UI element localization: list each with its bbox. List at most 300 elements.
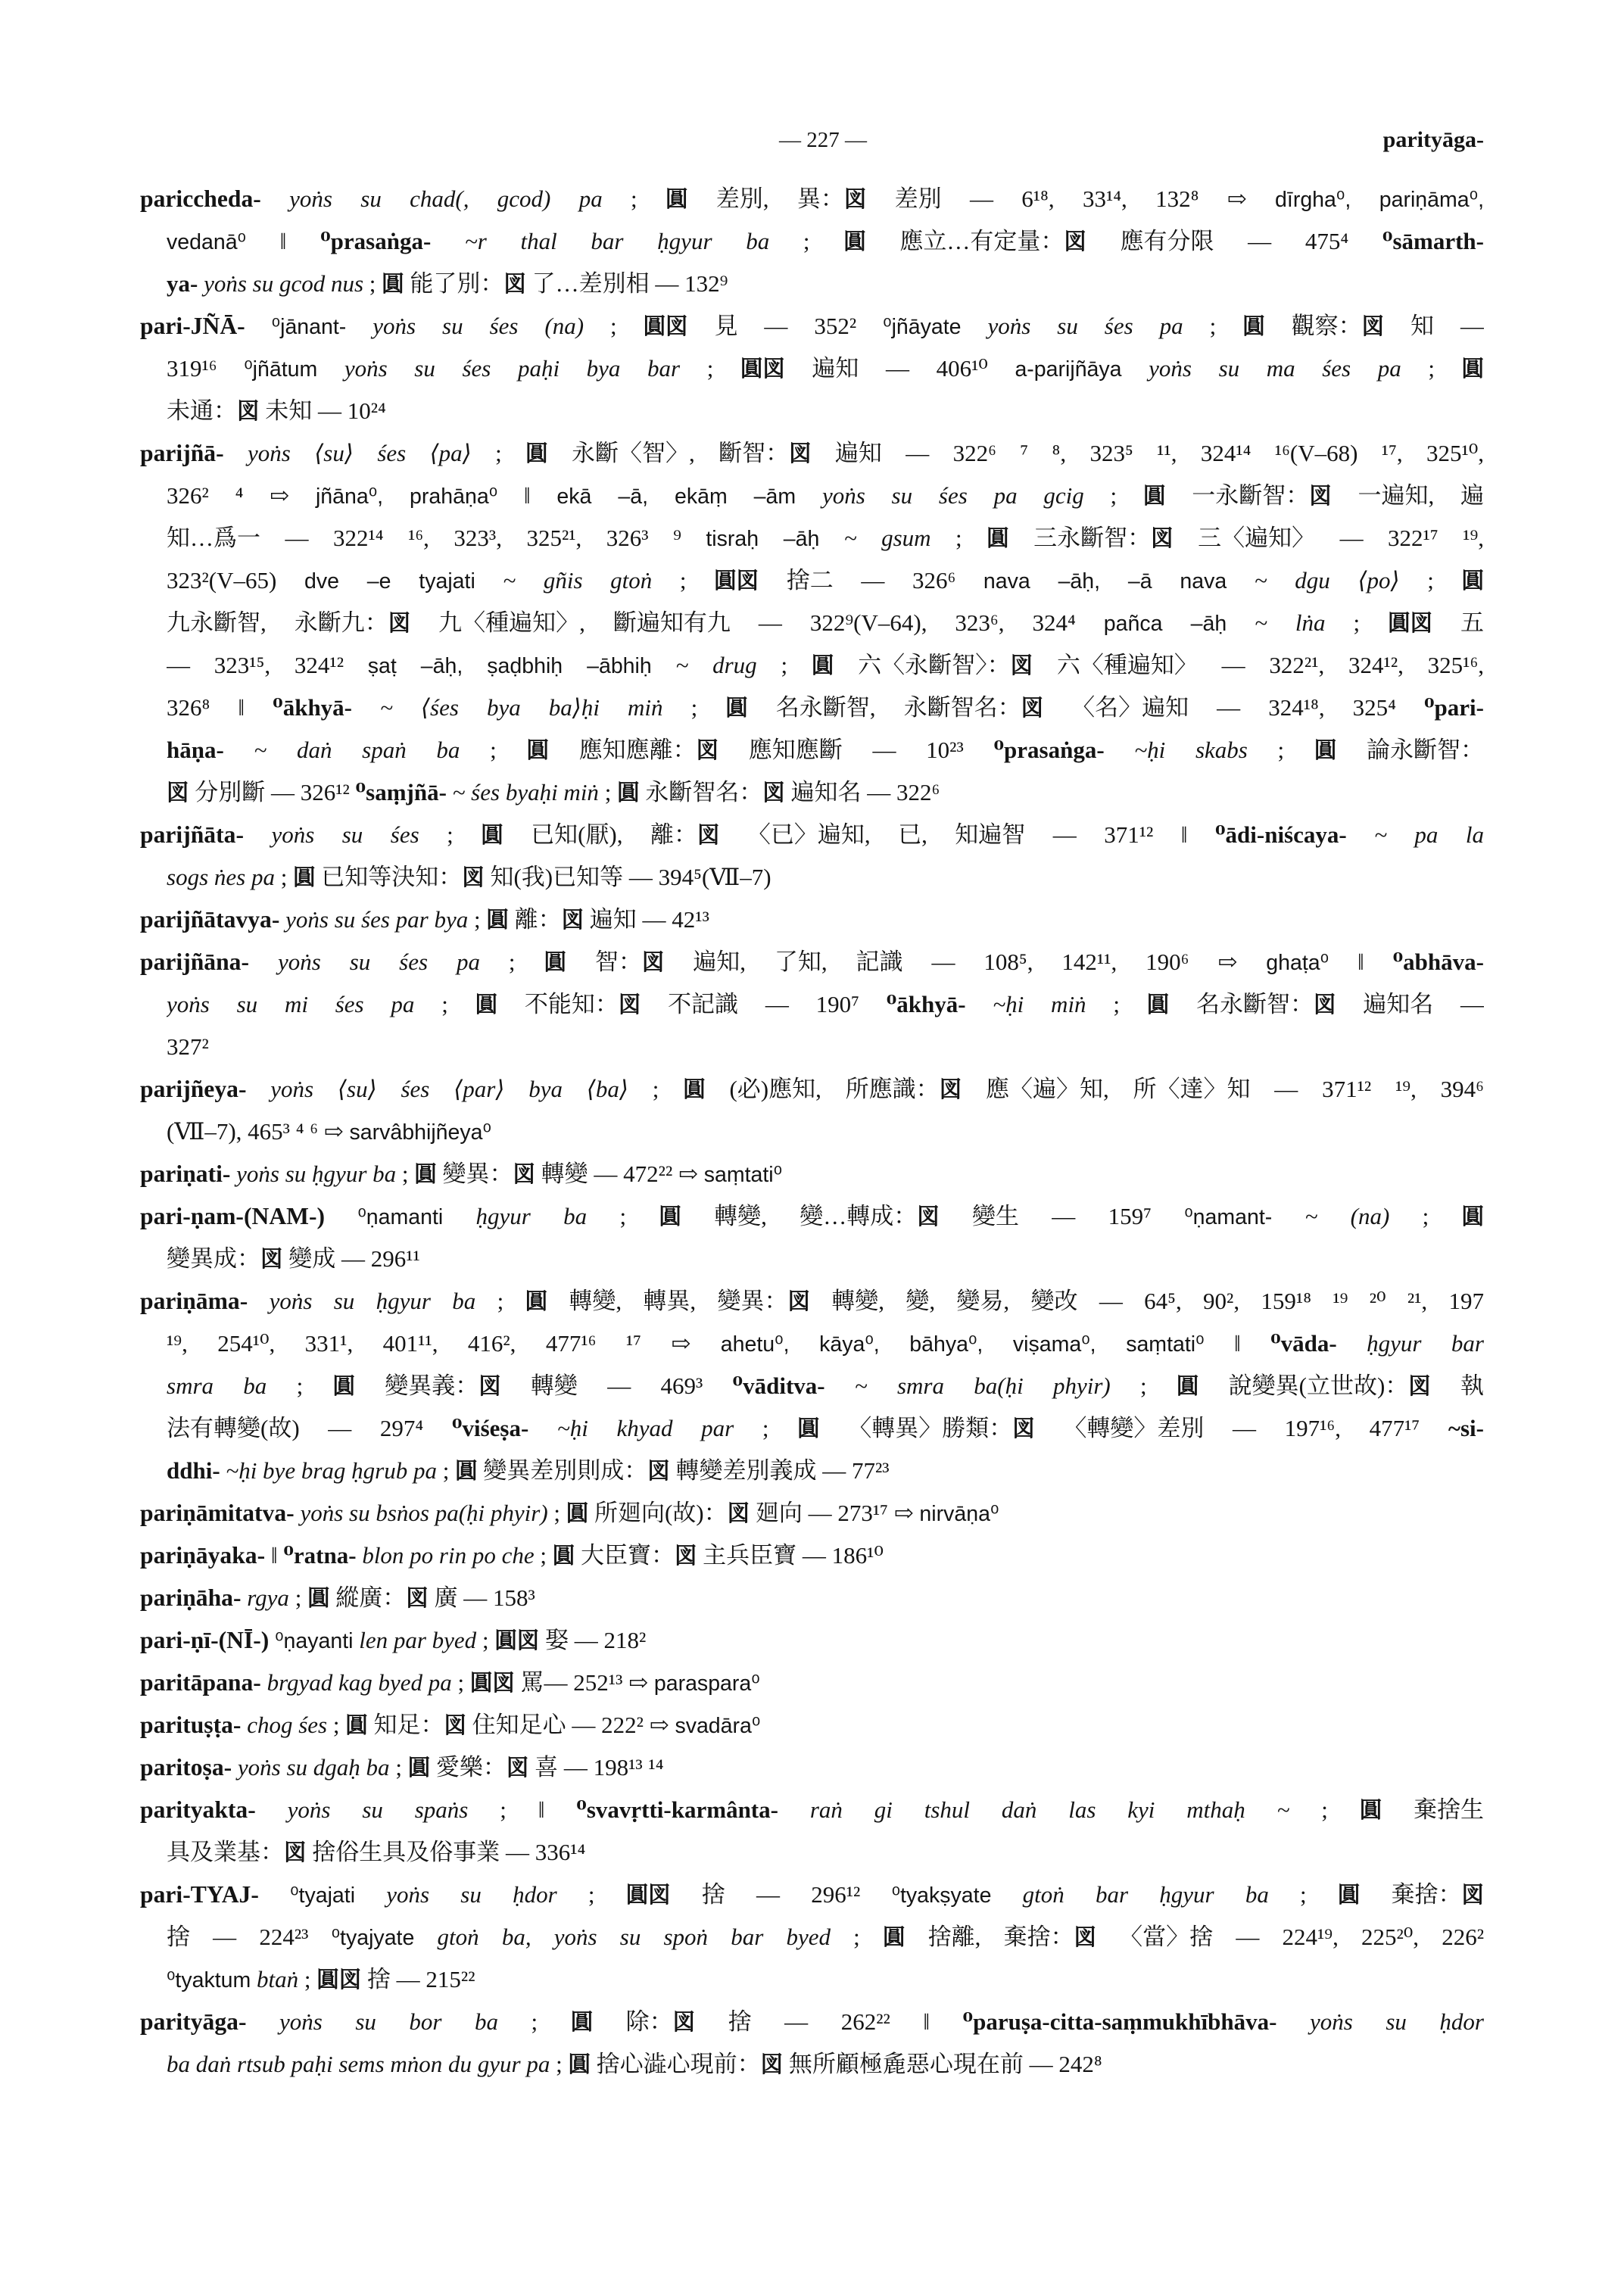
page-number: — 227 —	[779, 128, 867, 152]
entry-text: 主兵臣寶 — 186¹⁰	[697, 1542, 884, 1569]
tibetan-equivalent: yoṅs su gcod nus	[204, 270, 364, 297]
headword: parijñā-	[140, 440, 224, 466]
tibetan-equivalent: ~ śes byaḥi miṅ	[452, 779, 599, 805]
entry-line-text	[140, 1789, 1484, 1831]
bold-sublemma: ⁰ākhyā-	[886, 991, 966, 1017]
dictionary-entry	[140, 1534, 1484, 1577]
entry-text: 不記識 — 190⁷	[641, 991, 887, 1017]
translation-marker: 図	[167, 781, 189, 805]
entry-text: 變異成：	[167, 1245, 260, 1272]
entry-list	[140, 178, 1484, 2086]
entry-line-text	[167, 856, 771, 899]
sanskrit-form: tisraḥ –āḥ	[706, 527, 820, 551]
entry-line-text	[140, 1280, 1484, 1323]
translation-marker: 図	[1012, 1417, 1035, 1441]
entry-line	[140, 1704, 1484, 1746]
entry-text	[244, 821, 271, 848]
tibetan-equivalent: yoṅs su śes paḥi bya bar	[344, 355, 681, 382]
dictionary-entry	[140, 941, 1484, 1068]
translation-marker: 圓	[1146, 993, 1170, 1017]
entry-text: 所廻向(故)：	[588, 1500, 728, 1526]
entry-text: 永斷〈智〉, 斷智：	[547, 440, 790, 466]
entry-text: 〈名〉遍知 — 324¹⁸, 325⁴	[1043, 694, 1424, 721]
entry-text: 九〈種遍知〉, 斷遍知有九 — 322⁹(V–64), 323⁶, 324⁴	[410, 609, 1104, 636]
translation-marker: 圓	[665, 188, 688, 212]
entry-line	[167, 220, 1484, 263]
entry-line-text	[167, 729, 1484, 771]
tibetan-equivalent: yoṅs su ḥdor	[1309, 2008, 1484, 2035]
translation-marker: 圓	[486, 908, 509, 933]
entry-text: 遍知 — 406¹⁰	[784, 355, 1015, 382]
entry-text: 捨心澁心現前：	[590, 2051, 761, 2077]
tibetan-equivalent: yoṅs su ḥgyur ba	[236, 1161, 397, 1187]
entry-text: ;	[471, 440, 526, 466]
entry-text: 轉變, 變, 變易, 變改 — 64⁵, 90², 159¹⁸ ¹⁹ ²⁰ ²¹, 197	[809, 1288, 1484, 1314]
tibetan-equivalent: yoṅs su ma śes pa	[1149, 355, 1401, 382]
sanskrit-form: ghaṭa⁰	[1266, 951, 1329, 975]
dictionary-entry	[140, 1195, 1484, 1280]
translation-marker: 圓	[570, 2011, 594, 2035]
entry-text: 了…差別相 — 132⁹	[525, 270, 728, 297]
entry-text: 應知應離：	[548, 737, 697, 763]
headword: pariṇāha-	[140, 1584, 242, 1611]
entry-line	[167, 1450, 1484, 1492]
entry-text: 九永斷智, 永斷九：	[167, 609, 388, 636]
translation-marker: 圓	[566, 1502, 589, 1526]
translation-marker: 図	[1151, 527, 1174, 551]
tibetan-equivalent: yoṅs su chad(, gcod) pa	[289, 185, 603, 212]
translation-marker: 圓図	[494, 1629, 540, 1653]
entry-text	[259, 1881, 290, 1908]
entry-text: 326⁸ ‖	[167, 694, 273, 721]
translation-marker: 図	[260, 1248, 283, 1272]
entry-text: 轉變, 轉異, 變異：	[547, 1288, 788, 1314]
bold-sublemma: ⁰vāditva-	[732, 1372, 825, 1399]
sanskrit-form: jñāna⁰, prahāṇa⁰	[315, 484, 498, 509]
translation-marker: 圓	[345, 1714, 368, 1738]
entry-text: ;	[598, 779, 618, 805]
entry-line-text	[167, 687, 1484, 729]
entry-line	[167, 1958, 1484, 2001]
sanskrit-form: dve –e tyajati	[304, 569, 475, 594]
entry-text: 變異差別則成：	[477, 1457, 648, 1484]
bold-sublemma: ⁰viśeṣa-	[451, 1415, 529, 1441]
entry-text	[1122, 355, 1149, 382]
entry-text: 捨二 — 326⁶	[759, 567, 983, 594]
entry-text: 變異義：	[354, 1372, 479, 1399]
entry-text: 轉變 — 469³	[500, 1372, 733, 1399]
entry-line-text	[140, 1153, 782, 1195]
entry-text: 變生 — 159⁷	[939, 1203, 1185, 1229]
entry-text: ;	[363, 270, 382, 297]
entry-line-text	[167, 1111, 491, 1153]
tibetan-equivalent: ~ḥi skabs	[1134, 737, 1248, 763]
entry-line	[140, 1874, 1484, 1916]
tibetan-equivalent: yoṅs su ḥdor	[386, 1881, 557, 1908]
bold-sublemma: ⁰paruṣa-citta-saṃmukhībhāva-	[962, 2008, 1277, 2035]
entry-text: ;	[476, 1627, 495, 1653]
entry-line-text	[140, 899, 709, 941]
tibetan-equivalent: ~ḥi miṅ	[993, 991, 1086, 1017]
sanskrit-form: ⁰jānant-	[271, 315, 347, 339]
entry-text: 縱廣：	[329, 1584, 407, 1611]
entry-text: 捨 — 224²³	[167, 1924, 332, 1950]
entry-line-text	[140, 1195, 1484, 1238]
translation-marker: 圓	[568, 2053, 591, 2077]
entry-text: ;	[298, 1966, 317, 1992]
entry-line-text	[167, 1365, 1484, 1407]
entry-text: 離：	[508, 906, 562, 933]
entry-text: ;	[680, 355, 740, 382]
sanskrit-form: vedanā⁰	[167, 230, 246, 254]
translation-marker: 図	[789, 442, 812, 466]
dictionary-entry	[140, 432, 1484, 814]
entry-text	[1276, 2008, 1310, 2035]
entry-text: ;	[1083, 482, 1143, 509]
translation-marker: 圓	[1242, 315, 1265, 339]
entry-text: ;	[414, 991, 475, 1017]
translation-marker: 圓図	[625, 1883, 671, 1908]
entry-text: 〈轉變〉差別 — 197¹⁶, 477¹⁷	[1034, 1415, 1448, 1441]
tibetan-equivalent: sogs ṅes pa	[167, 864, 275, 890]
bold-sublemma: ddhi-	[167, 1457, 220, 1484]
entry-text: 廣 — 158³	[428, 1584, 535, 1611]
entry-text	[796, 482, 822, 509]
bold-sublemma: ⁰saṃjñā-	[355, 779, 447, 805]
entry-text	[431, 228, 465, 254]
entry-line	[140, 1492, 1484, 1534]
entry-text: 無所顧極麁惡心現在前 — 242⁸	[783, 2051, 1102, 2077]
translation-marker: 図	[674, 1544, 697, 1569]
entry-text	[224, 440, 248, 466]
entry-text	[1272, 1203, 1304, 1229]
translation-marker: 図	[672, 2011, 696, 2035]
headword: pari-JÑĀ-	[140, 313, 245, 339]
entry-line	[140, 1746, 1484, 1789]
entry-text: 遍知, 了知, 記識 — 108⁵, 142¹¹, 190⁶ ⇨	[664, 949, 1267, 975]
sanskrit-form: ⁰ṇayanti	[275, 1629, 354, 1653]
sanskrit-form: ⁰ṇamanti	[357, 1205, 444, 1229]
sanskrit-form: ⁰ṇamant-	[1184, 1205, 1273, 1229]
translation-marker: 図	[513, 1163, 535, 1187]
entry-text: 說變異(立世故)：	[1199, 1372, 1409, 1399]
entry-text: 323²(V–65)	[167, 567, 304, 594]
entry-line	[167, 1323, 1484, 1365]
translation-marker: 図	[1064, 230, 1086, 254]
tibetan-equivalent: blon po rin po che	[362, 1542, 535, 1569]
entry-text: 知足：	[367, 1712, 444, 1738]
tibetan-equivalent: yoṅs su śes pa	[277, 949, 480, 975]
entry-line-text	[140, 178, 1484, 220]
entry-text: 捨離, 棄捨：	[905, 1924, 1074, 1950]
translation-marker: 図	[762, 781, 785, 805]
entry-line	[167, 602, 1484, 644]
entry-text: 差別, 異：	[687, 185, 844, 212]
entry-line-text	[140, 1068, 1484, 1111]
entry-text: 遍知 — 42¹³	[584, 906, 709, 933]
entry-text	[317, 355, 344, 382]
translation-marker: 圓図	[316, 1968, 362, 1992]
entry-text: — 323¹⁵, 324¹²	[167, 652, 368, 678]
dictionary-entry	[140, 1492, 1484, 1534]
entry-text: ;	[756, 652, 812, 678]
translation-marker: 圓	[525, 1290, 548, 1314]
entry-line	[167, 475, 1484, 517]
entry-text: 住知足心 — 222² ⇨	[466, 1712, 675, 1738]
translation-marker: 圓	[1176, 1375, 1199, 1399]
entry-line	[140, 1280, 1484, 1323]
entry-line-text	[167, 1450, 890, 1492]
tibetan-equivalent: yoṅs su śes par bya	[285, 906, 469, 933]
entry-text: ;	[652, 567, 715, 594]
entry-line-text	[167, 390, 386, 432]
headword: paritāpana-	[140, 1669, 261, 1696]
entry-line-text	[167, 1238, 420, 1280]
translation-marker: 図	[939, 1078, 962, 1102]
entry-line	[167, 559, 1484, 602]
entry-text	[447, 779, 453, 805]
entry-line-text	[167, 2043, 1102, 2086]
entry-line-text	[140, 1874, 1484, 1916]
tibetan-equivalent: yoṅs su bsṅos pa(ḥi phyir)	[300, 1500, 548, 1526]
entry-line	[140, 941, 1484, 983]
entry-text: 智：	[566, 949, 642, 975]
entry-text	[245, 313, 272, 339]
entry-text	[325, 1203, 357, 1229]
entry-text	[198, 270, 204, 297]
entry-line-text	[167, 1831, 585, 1874]
dictionary-entry	[140, 899, 1484, 941]
entry-text: 應〈遍〉知, 所〈達〉知 — 371¹² ¹⁹, 394⁶	[962, 1076, 1484, 1102]
translation-marker: 図	[1010, 654, 1033, 678]
entry-text: 三永斷智：	[1008, 525, 1152, 551]
entry-text	[1105, 737, 1135, 763]
entry-text: ;	[1401, 355, 1462, 382]
entry-text: 喜 — 198¹³ ¹⁴	[528, 1754, 664, 1781]
entry-line-text	[167, 1916, 1484, 1958]
translation-marker: 図	[843, 188, 867, 212]
bold-sublemma: ⁰prasaṅga-	[320, 228, 432, 254]
entry-text: ‖	[265, 1542, 284, 1569]
entry-text: 未通：	[167, 397, 237, 424]
translation-marker: 圓	[307, 1587, 330, 1611]
translation-marker: 図	[917, 1205, 940, 1229]
entry-text: ;	[389, 1754, 408, 1781]
translation-marker: 図	[503, 273, 526, 297]
translation-marker: 図	[462, 866, 485, 890]
entry-line	[167, 1916, 1484, 1958]
headword: parijñāna-	[140, 949, 250, 975]
translation-marker: 圓	[414, 1163, 437, 1187]
translation-marker: 図	[1074, 1926, 1096, 1950]
entry-text: 見 — 352²	[687, 313, 884, 339]
tibetan-equivalent: btaṅ	[257, 1966, 299, 1992]
entry-line	[167, 687, 1484, 729]
entry-text: ;	[534, 1542, 553, 1569]
entry-text: 〈轉異〉勝類：	[819, 1415, 1013, 1441]
entry-line	[167, 771, 1484, 814]
translation-marker: 図	[641, 951, 665, 975]
entry-line-text	[167, 475, 1484, 517]
entry-text: 未知 — 10²⁴	[259, 397, 386, 424]
entry-line-text	[167, 602, 1484, 644]
entry-line-text	[140, 1662, 760, 1704]
translation-marker: 圓	[1461, 357, 1484, 382]
entry-text: 廻向 — 273¹⁷ ⇨	[750, 1500, 920, 1526]
entry-line	[140, 814, 1484, 856]
sanskrit-form: svadāra⁰	[675, 1714, 761, 1738]
entry-text: 三〈遍知〉 — 322¹⁷ ¹⁹,	[1173, 525, 1484, 551]
entry-text: 名永斷智：	[1169, 991, 1314, 1017]
entry-line-text	[167, 1958, 475, 2001]
entry-text: ;	[396, 1161, 415, 1187]
entry-text: 棄捨：	[1360, 1881, 1462, 1908]
tibetan-equivalent: yoṅs su śes pa	[987, 313, 1183, 339]
tibetan-equivalent: yoṅs ⟨su⟩ śes ⟨pa⟩	[248, 440, 472, 466]
translation-marker: 圓	[382, 273, 404, 297]
bold-sublemma: ⁰vāda-	[1270, 1330, 1337, 1357]
tibetan-equivalent: smra ba	[167, 1372, 267, 1399]
entry-text	[232, 1754, 238, 1781]
entry-line-text	[167, 263, 728, 305]
entry-text	[256, 1796, 288, 1823]
entry-text	[1337, 1330, 1367, 1357]
tibetan-equivalent: ~ drug	[675, 652, 757, 678]
entry-text: ;	[602, 185, 665, 212]
entry-line	[167, 856, 1484, 899]
translation-marker: 圓	[525, 442, 548, 466]
entry-text: ;	[1183, 313, 1243, 339]
entry-text: 法有轉變(故) — 297⁴	[167, 1415, 452, 1441]
entry-text	[966, 991, 993, 1017]
sanskrit-form: ⁰tyajati	[290, 1883, 356, 1908]
headword: pariṇāmitatva-	[140, 1500, 295, 1526]
entry-text: 名永斷智, 永斷智名：	[747, 694, 1021, 721]
translation-marker: 図	[388, 612, 411, 636]
entry-line	[167, 390, 1484, 432]
translation-marker: 圓	[552, 1544, 575, 1569]
entry-text: 〈已〉遍知, 已, 知遍智 — 371¹² ‖	[719, 821, 1215, 848]
entry-text: 娶 — 218²	[539, 1627, 647, 1653]
entry-text: 不能知：	[497, 991, 619, 1017]
sanskrit-form: paraspara⁰	[653, 1671, 760, 1696]
headword: paritoṣa-	[140, 1754, 232, 1781]
entry-text	[230, 1161, 236, 1187]
tibetan-equivalent: yoṅs su śes	[271, 821, 419, 848]
entry-line-text	[167, 559, 1484, 602]
entry-text: 觀察：	[1264, 313, 1362, 339]
dictionary-entry	[140, 1280, 1484, 1492]
translation-marker: 圓	[987, 527, 1009, 551]
entry-line-text	[167, 517, 1484, 559]
entry-line	[140, 1534, 1484, 1577]
entry-line-text	[167, 220, 1484, 263]
translation-marker: 圓図	[740, 357, 785, 382]
dictionary-entry	[140, 1068, 1484, 1153]
entry-text: ;	[436, 1457, 456, 1484]
bold-sublemma: hāṇa-	[167, 737, 224, 763]
headword: parituṣṭa-	[140, 1712, 242, 1738]
entry-text	[352, 694, 380, 721]
entry-text: 轉變差別義成 — 77²³	[669, 1457, 890, 1484]
entry-text	[1227, 609, 1255, 636]
entry-text: 應知應斷 — 10²³	[718, 737, 994, 763]
tibetan-equivalent: ~ dgu ⟨po⟩	[1254, 567, 1400, 594]
entry-text: 六〈種遍知〉 — 322²¹, 324¹², 325¹⁶,	[1033, 652, 1484, 678]
entry-text	[251, 1966, 257, 1992]
entry-text: 執	[1430, 1372, 1484, 1399]
entry-text: ;	[1086, 991, 1147, 1017]
entry-text: 捨 — 296¹²	[670, 1881, 892, 1908]
tibetan-equivalent: gtoṅ ba, yoṅs su spoṅ bar byed	[437, 1924, 831, 1950]
translation-marker: 図	[561, 908, 584, 933]
tibetan-equivalent: gtoṅ bar ḥgyur ba	[1022, 1881, 1269, 1908]
entry-text: ;	[451, 1669, 470, 1696]
entry-line	[167, 983, 1484, 1026]
entry-text: 罵— 252¹³ ⇨	[514, 1669, 654, 1696]
dictionary-entry	[140, 1619, 1484, 1662]
entry-line-text	[167, 347, 1484, 390]
translation-marker: 圓	[843, 230, 866, 254]
entry-text: ;	[584, 313, 644, 339]
translation-marker: 図	[284, 1841, 307, 1865]
entry-text	[414, 1924, 437, 1950]
entry-line-text	[140, 1619, 646, 1662]
translation-marker: 圓図	[714, 569, 759, 594]
tibetan-equivalent: ~ḥi bye brag ḥgrub pa	[226, 1457, 437, 1484]
entry-text: (必)應知, 所應識：	[705, 1076, 940, 1102]
entry-text: 知(我)已知等 — 394⁵(Ⅶ–7)	[484, 864, 771, 890]
sanskrit-form: ⁰tyajyate	[331, 1926, 415, 1950]
entry-line-text	[167, 1407, 1484, 1450]
translation-marker: 圓	[683, 1078, 706, 1102]
translation-marker: 圓	[725, 696, 748, 721]
entry-line	[140, 178, 1484, 220]
entry-text: ;	[480, 949, 544, 975]
entry-line	[140, 1153, 1484, 1195]
entry-line	[140, 2001, 1484, 2043]
sanskrit-form: dīrgha⁰, pariṇāma⁰,	[1275, 188, 1484, 212]
entry-text: 〈當〉捨 — 224¹⁹, 225²⁰, 226²	[1096, 1924, 1484, 1950]
entry-text	[1347, 821, 1374, 848]
entry-text	[224, 737, 254, 763]
entry-text: ;	[1247, 737, 1314, 763]
headword: pariṇāma-	[140, 1288, 248, 1314]
entry-line	[167, 1026, 1484, 1068]
translation-marker: 図	[696, 739, 719, 763]
entry-line	[167, 517, 1484, 559]
entry-text	[962, 313, 988, 339]
entry-line	[140, 1619, 1484, 1662]
entry-text: 一遍知, 遍	[1331, 482, 1484, 509]
dictionary-entry	[140, 1789, 1484, 1874]
translation-marker: 図	[1408, 1375, 1431, 1399]
entry-text: ;	[475, 1288, 525, 1314]
entry-text: ;	[288, 1584, 308, 1611]
entry-text: 六〈永斷智〉：	[834, 652, 1011, 678]
translation-marker: 図	[1361, 315, 1385, 339]
entry-line-text	[140, 1746, 664, 1789]
translation-marker: 圓	[407, 1756, 431, 1781]
entry-text: ;	[1110, 1372, 1177, 1399]
entry-line-text	[140, 1534, 884, 1577]
dictionary-entry	[140, 1704, 1484, 1746]
entry-line	[140, 1068, 1484, 1111]
entry-text: 轉變 — 472²² ⇨	[535, 1161, 704, 1187]
tibetan-equivalent: ~ pa la	[1374, 821, 1484, 848]
entry-line-text	[140, 1704, 760, 1746]
tibetan-equivalent: ~r thal bar ḥgyur ba	[464, 228, 770, 254]
